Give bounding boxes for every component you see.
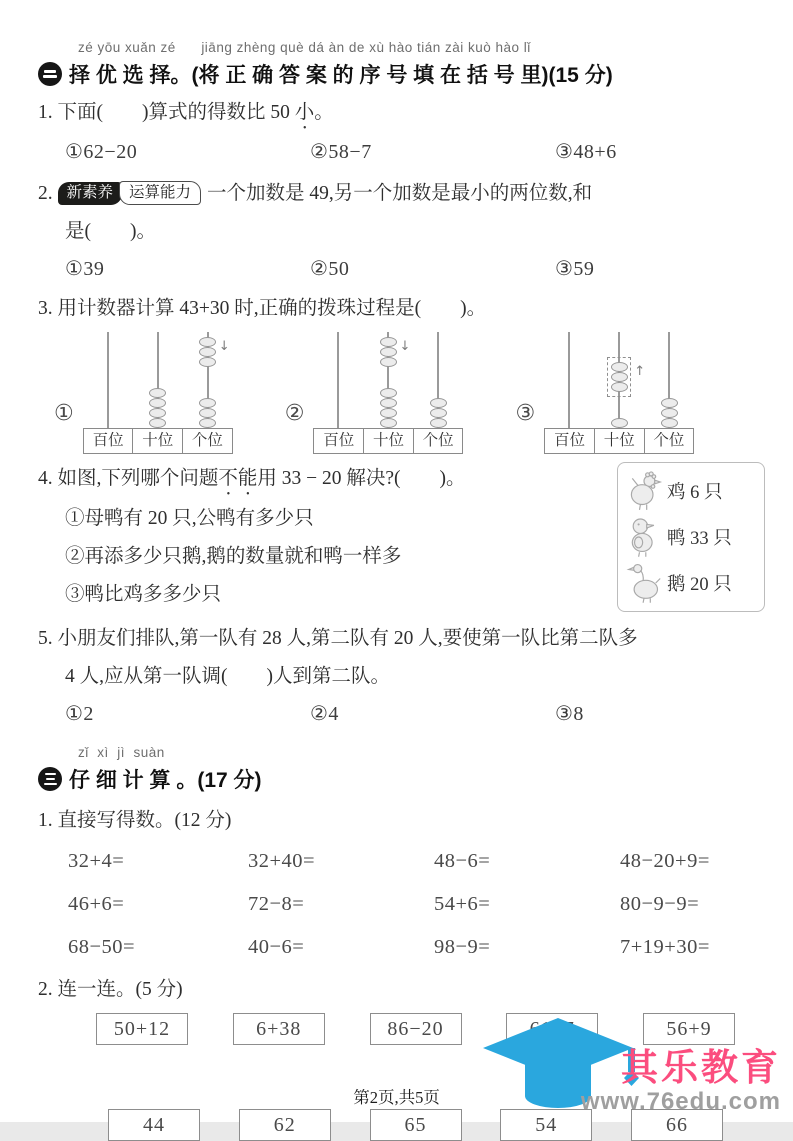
equation-cell: 32+4=	[68, 850, 125, 872]
match-box: 6+38	[233, 1013, 325, 1045]
legend-row	[626, 516, 760, 558]
section-heading-choice	[38, 59, 765, 89]
animal-count-legend	[617, 462, 765, 612]
brand-name: 其乐教育	[621, 1047, 781, 1088]
match-box: 86−20	[370, 1013, 462, 1045]
abacus-counter-icon: ↑ 百位 十位 个位	[544, 332, 694, 454]
section-number-icon	[38, 62, 62, 86]
place-label-cell: 十位	[594, 429, 644, 453]
watermark-text	[581, 1048, 781, 1116]
badge-new-literacy: 新素养	[58, 182, 123, 205]
watermark	[487, 1016, 787, 1120]
question-5-options	[38, 696, 765, 733]
subtask-2-title: 2. 连一连。(5 分)	[38, 979, 183, 1000]
equation-cell: 98−9=	[434, 936, 491, 958]
place-label-cell: 百位	[554, 432, 586, 449]
equation-cell: 7+19+30=	[620, 936, 710, 958]
emphasized-word: 不能	[218, 468, 258, 489]
equation-cell: 32+40=	[248, 850, 316, 872]
legend-row	[626, 562, 760, 604]
chicken-icon	[626, 470, 662, 512]
duck-icon	[626, 516, 662, 558]
match-box: 65	[370, 1109, 462, 1141]
equation-cell: 72−8=	[248, 893, 305, 915]
section-title: 仔 细 计 算 。(17 分)	[69, 769, 262, 792]
emphasized-word: 小	[294, 102, 315, 123]
pinyin-line-choice: zé yōu xuǎn zé jiāng zhèng què dá àn de xù hào tián zài kuò hào lǐ	[78, 40, 531, 55]
equation-cell: 48−6=	[434, 850, 491, 872]
place-label-cell: 个位	[182, 429, 232, 453]
option-item: ①2	[65, 703, 94, 725]
legend-label: 鸡 6 只	[667, 483, 723, 503]
equation-cell: 48−20+9=	[620, 850, 710, 872]
place-label-cell: 个位	[413, 429, 463, 453]
question-2-stem: 2. 新素养 运算能力 一个加数是 49,另一个加数是最小的两位数,和	[38, 183, 593, 204]
question-2-options	[38, 251, 765, 288]
legend-label: 鸭 33 只	[667, 529, 732, 549]
question-4-block	[38, 460, 765, 614]
goose-icon	[626, 562, 662, 604]
option-item: ①39	[65, 258, 105, 280]
abacus-counter-icon: ↓ 百位 十位 个位	[83, 332, 233, 454]
legend-row	[626, 470, 760, 512]
match-box: 50+12	[96, 1013, 188, 1045]
subtask-1-title: 1. 直接写得数。(12 分)	[38, 810, 232, 831]
equation-cell: 40−6=	[248, 936, 305, 958]
option-item: ②4	[310, 703, 339, 725]
match-box: 56+9	[643, 1013, 735, 1045]
question-1-stem: 1. 下面( )算式的得数比 50 小。	[38, 102, 334, 123]
match-box: 62	[239, 1109, 331, 1141]
equation-grid	[38, 840, 765, 969]
counter-option-3	[515, 332, 694, 454]
option-item: ②50	[310, 258, 350, 280]
place-label-cell: 十位	[132, 429, 182, 453]
place-label-cell: 十位	[363, 429, 413, 453]
question-1-options	[38, 134, 765, 171]
circled-number: ③	[515, 401, 536, 426]
counter-option-1	[54, 332, 233, 454]
abacus-counter-icon: ↓ 百位 十位 个位	[313, 332, 463, 454]
match-box: 44	[108, 1109, 200, 1141]
match-box: 54	[500, 1109, 592, 1141]
question-4-item: ③鸭比鸡多多少只	[65, 584, 222, 605]
equation-cell: 80−9−9=	[620, 893, 700, 915]
section-number-icon	[38, 767, 62, 791]
question-5-stem: 5. 小朋友们排队,第一队有 28 人,第二队有 20 人,要使第一队比第二队多	[38, 628, 638, 649]
equation-cell: 68−50=	[68, 936, 136, 958]
option-item: ③48+6	[555, 141, 617, 163]
place-label-cell: 百位	[92, 432, 124, 449]
question-4-stem: 4. 如图,下列哪个问题不能用 33 − 20 解决?( )。	[38, 468, 466, 489]
pinyin-line-calc: zǐ xì jì suàn	[78, 745, 165, 760]
option-item: ②58−7	[310, 141, 372, 163]
place-label-cell: 个位	[644, 429, 694, 453]
circled-number: ②	[284, 401, 305, 426]
badge-computation-skill: 运算能力	[119, 181, 201, 205]
match-box: 66	[631, 1109, 723, 1141]
counter-option-2	[285, 332, 464, 454]
question-4-item: ①母鸭有 20 只,公鸭有多少只	[65, 508, 314, 529]
option-item: ③59	[555, 258, 595, 280]
counter-diagrams	[38, 332, 765, 454]
question-5-stem-line2: 4 人,应从第一队调( )人到第二队。	[65, 666, 390, 687]
question-2-stem-line2: 是( )。	[65, 221, 156, 242]
option-item: ①62−20	[65, 141, 138, 163]
equation-cell: 46+6=	[68, 893, 125, 915]
page-footer: 第2页,共5页	[353, 1088, 440, 1107]
legend-label: 鹅 20 只	[667, 575, 732, 595]
equation-cell: 54+6=	[434, 893, 491, 915]
circled-number: ①	[54, 401, 74, 426]
section-title: 择 优 选 择。(将 正 确 答 案 的 序 号 填 在 括 号 里)(15 分)	[69, 64, 613, 87]
question-4-item: ②再添多少只鹅,鹅的数量就和鸭一样多	[65, 546, 402, 567]
place-label-cell: 百位	[323, 432, 355, 449]
question-3-stem: 3. 用计数器计算 43+30 时,正确的拨珠过程是( )。	[38, 298, 487, 319]
option-item: ③8	[555, 703, 584, 725]
site-url: www.76edu.com	[580, 1088, 781, 1115]
section-heading-calc	[38, 764, 765, 794]
